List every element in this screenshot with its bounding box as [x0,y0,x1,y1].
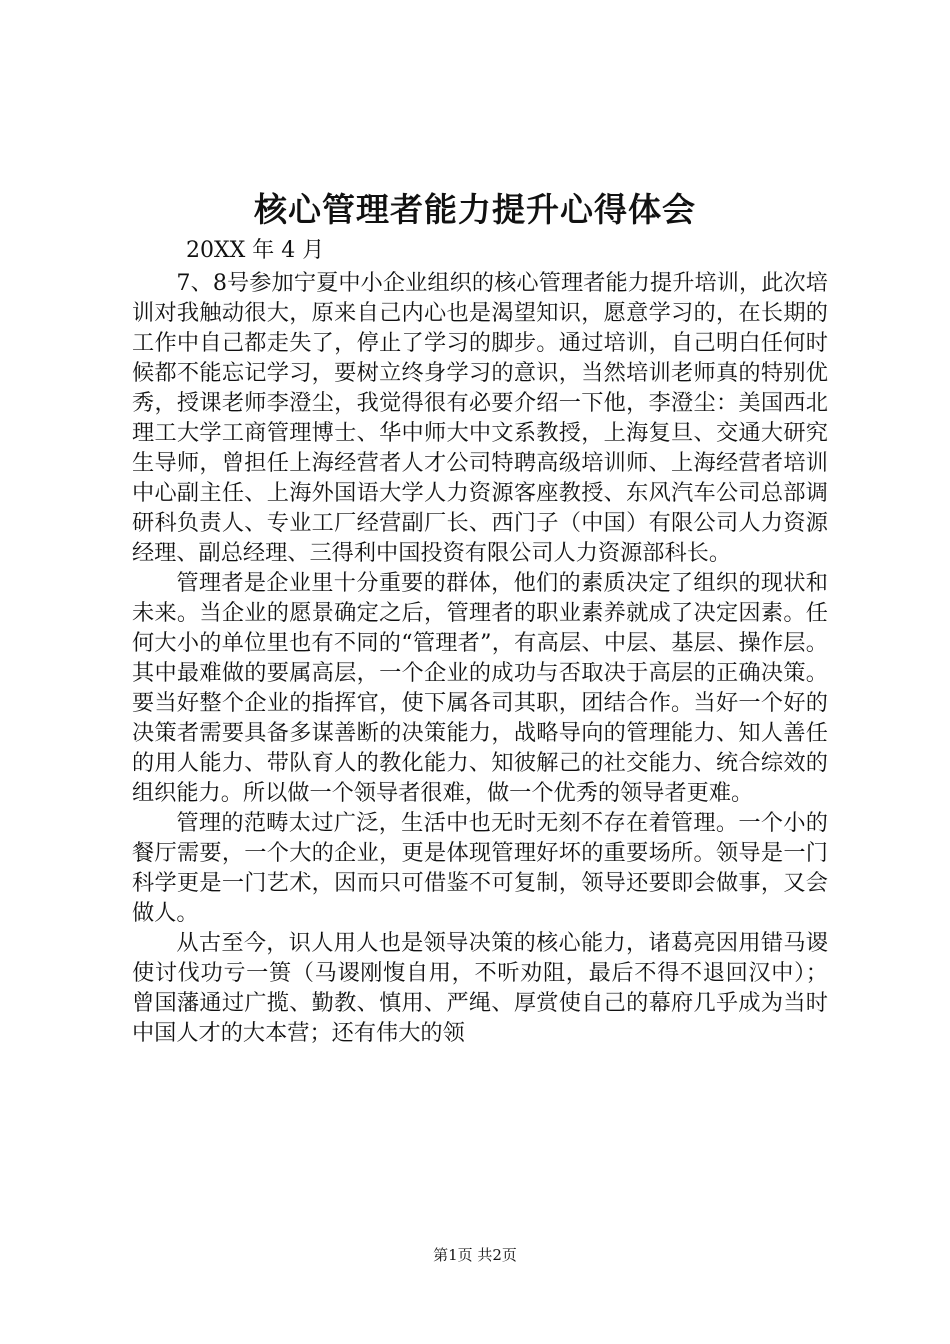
paragraph: 管理者是企业里十分重要的群体，他们的素质决定了组织的现状和未来。当企业的愿景确定之后，管理者的职业素养就成了决定因素。任何大小的单位里也有不同的“管理者”，有高层、中层、基层、操作层。其中最难做的要属高层，一个企业的成功与否取决于高层的正确决策。要当好整个企业的指挥官，使下属各司其职，团结合作。当好一个好的决策者需要具备多谋善断的决策能力，战略导向的管理能力、知人善任的用人能力、带队育人的教化能力、知彼解己的社交能力、统合综效的组织能力。所以做一个领导者很难，做一个优秀的领导者更难。 [132,570,828,806]
document-body [132,268,828,1048]
document-title: 核心管理者能力提升心得体会 [254,190,696,229]
paragraph: 从古至今，识人用人也是领导决策的核心能力，诸葛亮因用错马谡使讨伐功亏一篑（马谡刚愎自用，不听劝阻，最后不得不退回汉中）；曾国藩通过广揽、勤教、慎用、严绳、厚赏使自己的幕府几乎成为当时中国人才的大本营；还有伟大的领 [132,930,828,1046]
paragraph: 7、8号参加宁夏中小企业组织的核心管理者能力提升培训，此次培训对我触动很大，原来自己内心也是渴望知识，愿意学习的，在长期的工作中自己都走失了，停止了学习的脚步。通过培训，自己明白任何时候都不能忘记学习，要树立终身学习的意识，当然培训老师真的特别优秀，授课老师李澄尘，我觉得很有必要介绍一下他，李澄尘：美国西北理工大学工商管理博士、华中师大中文系教授，上海复旦、交通大研究生导师，曾担任上海经营者人才公司特聘高级培训师、上海经营者培训中心副主任、上海外国语大学人力资源客座教授、东风汽车公司总部调研科负责人、专业工厂经营副厂长、西门子（中国）有限公司人力资源经理、副总经理、三得利中国投资有限公司人力资源部科长。 [132,270,828,566]
page-footer: 第1页 共2页 [433,1246,517,1264]
document-date: 20XX 年 4 月 [186,238,325,263]
paragraph: 管理的范畴太过广泛，生活中也无时无刻不存在着管理。一个小的餐厅需要，一个大的企业，更是体现管理好坏的重要场所。领导是一门科学更是一门艺术，因而只可借鉴不可复制，领导还要即会做事，又会做人。 [132,810,828,926]
